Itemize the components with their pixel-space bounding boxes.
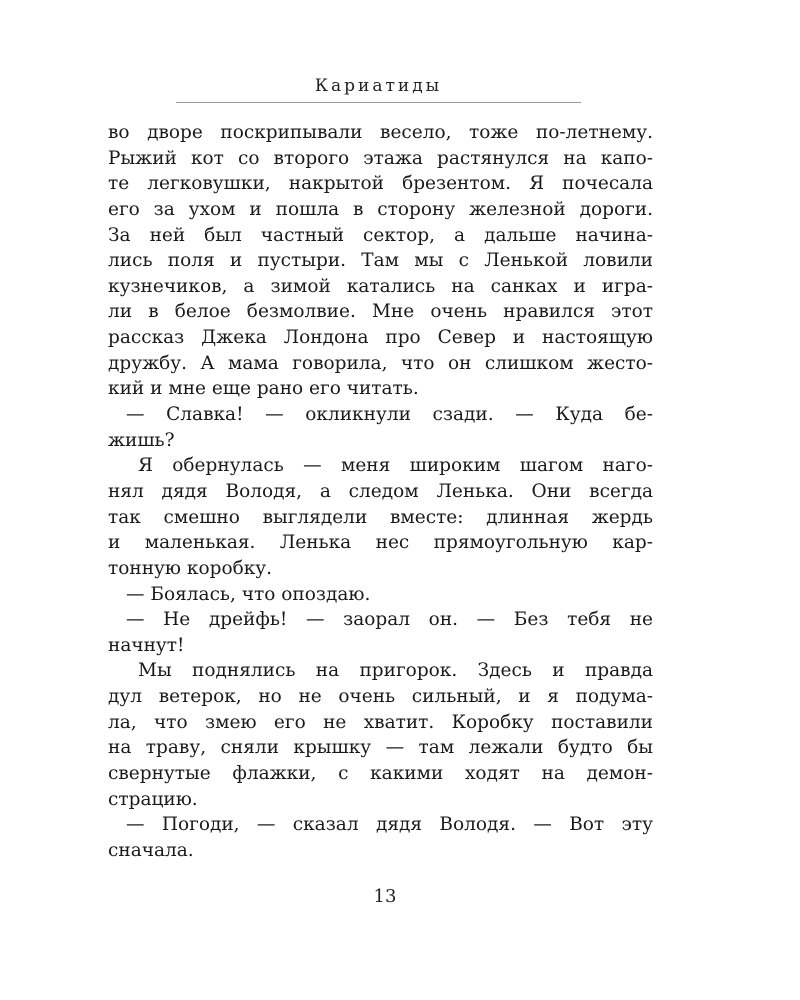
dialogue-line: — Не дрейфь! — заорал он. — Без тебя не bbox=[126, 609, 653, 631]
text-line: кузнечиков, а зимой катались на санках и игра- bbox=[108, 275, 653, 297]
text-line: ли в белое безмолвие. Мне очень нравился этот bbox=[108, 301, 653, 323]
text-line: лись поля и пустыри. Там мы с Ленькой ловили bbox=[108, 250, 653, 272]
header-rule bbox=[176, 102, 581, 103]
text-line: страцию. bbox=[108, 788, 198, 810]
body-text bbox=[108, 120, 653, 864]
text-line: так смешно выглядели вместе: длинная жердь bbox=[108, 506, 653, 528]
text-line: сначала. bbox=[108, 839, 194, 861]
text-line: дул ветерок, но не очень сильный, и я подума- bbox=[108, 686, 653, 708]
text-line: свернутые флажки, с какими ходят на демон- bbox=[108, 763, 653, 785]
page-number: 13 bbox=[373, 886, 397, 907]
dialogue-line: — Боялась, что опоздаю. bbox=[126, 583, 371, 605]
dialogue-line: — Погоди, — сказал дядя Володя. — Вот эту bbox=[126, 814, 653, 836]
text-line: жишь? bbox=[108, 429, 175, 451]
text-line: рассказ Джека Лондона про Север и настоящую bbox=[108, 327, 653, 349]
text-line: кий и мне еще рано его читать. bbox=[108, 378, 419, 400]
paragraph-start-line: Я обернулась — меня широким шагом наго- bbox=[138, 455, 653, 477]
text-line: начнут! bbox=[108, 634, 185, 656]
text-line: во дворе поскрипывали весело, тоже по-летнему. bbox=[108, 122, 653, 143]
dialogue-line: — Славка! — окликнули сзади. — Куда бе- bbox=[126, 404, 653, 426]
text-line: дружбу. А мама говорила, что он слишком жесто- bbox=[108, 352, 653, 374]
text-line: на траву, сняли крышку — там лежали будто бы bbox=[108, 737, 653, 759]
text-line: ла, что змею его не хватит. Коробку поставили bbox=[108, 711, 653, 733]
paragraph-start-line: Мы поднялись на пригорок. Здесь и правда bbox=[138, 660, 653, 682]
text-line: те легковушки, накрытой брезентом. Я почесала bbox=[108, 173, 653, 195]
text-line: Рыжий кот со второго этажа растянулся на капо- bbox=[108, 147, 653, 169]
text-line: нял дядя Володя, а следом Ленька. Они всегда bbox=[108, 480, 653, 502]
running-head: Кариатиды bbox=[314, 76, 443, 96]
text-line: и маленькая. Ленька нес прямоугольную кар- bbox=[108, 532, 653, 554]
text-line: За ней был частный сектор, а дальше начина- bbox=[108, 224, 653, 246]
text-line: его за ухом и пошла в сторону железной дороги. bbox=[108, 198, 653, 220]
text-line: тонную коробку. bbox=[108, 557, 273, 579]
